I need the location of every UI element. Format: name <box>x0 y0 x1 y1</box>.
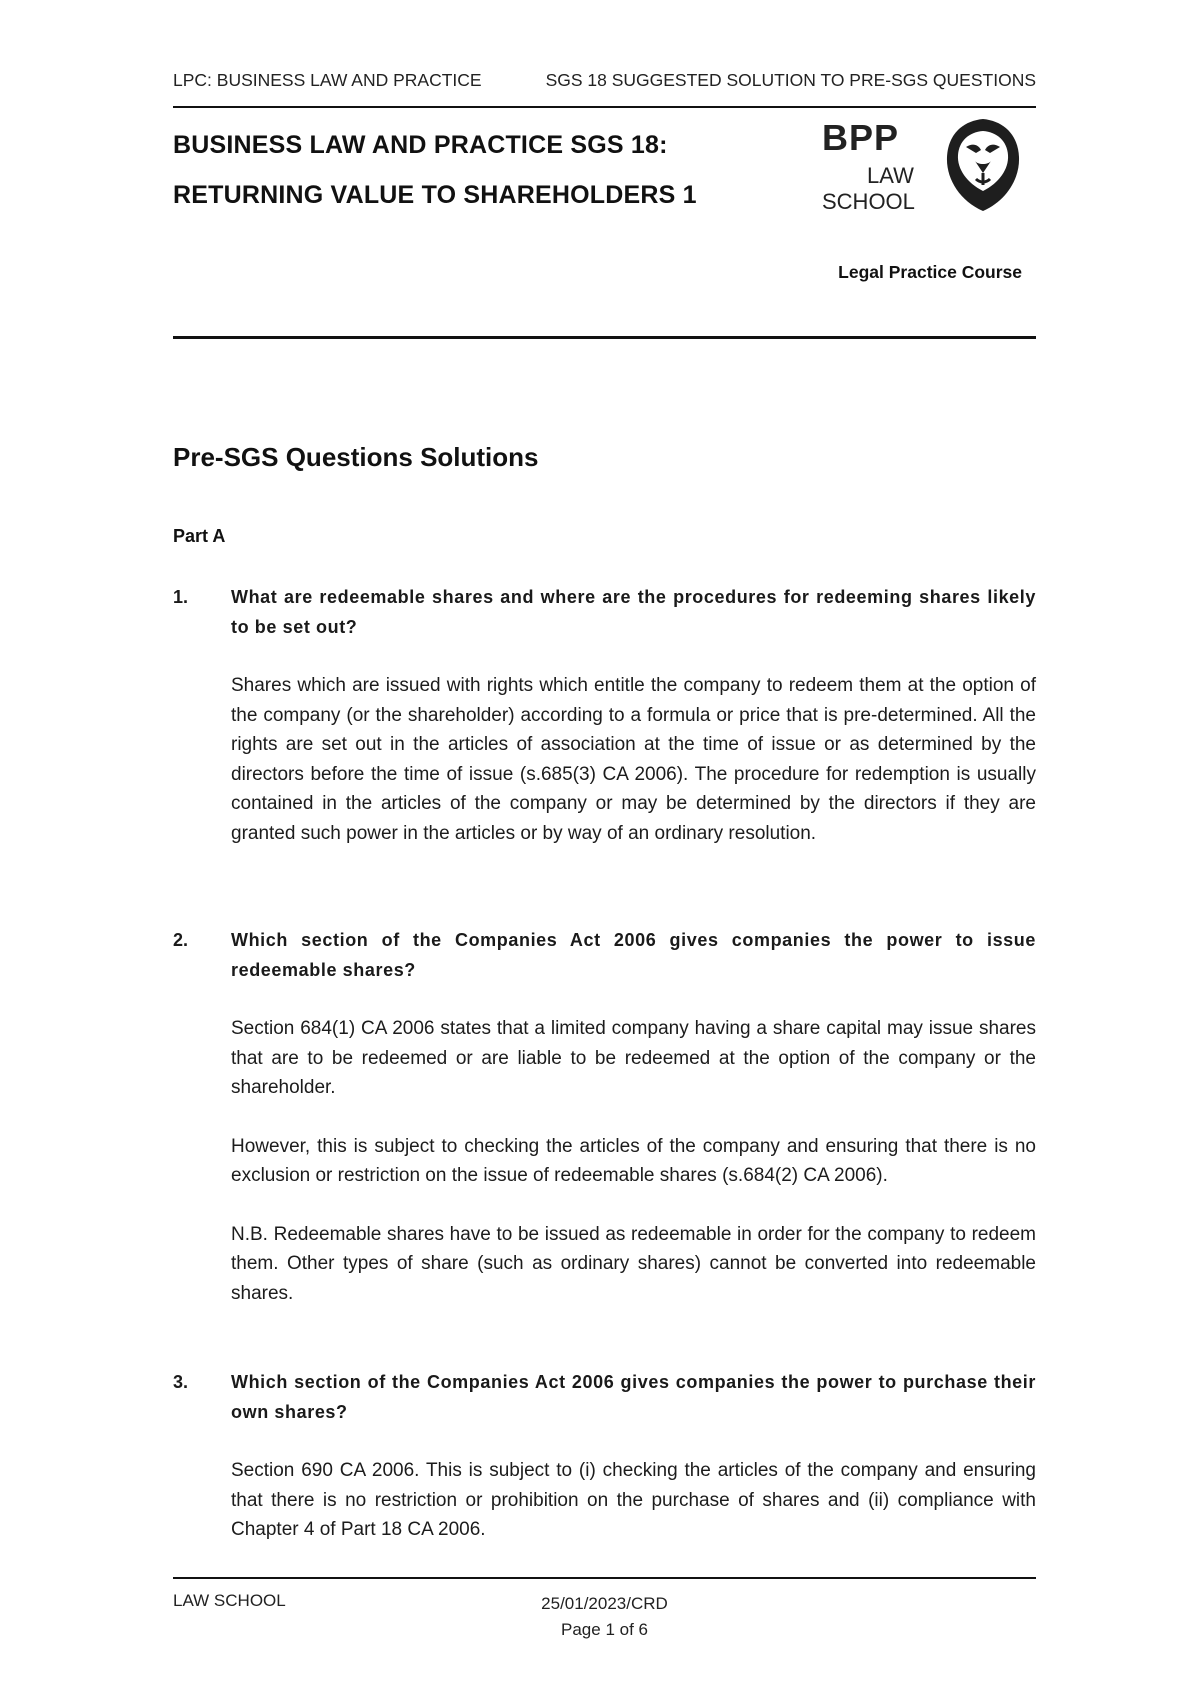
header-document-title: SGS 18 SUGGESTED SOLUTION TO PRE-SGS QUESTIONS <box>545 70 1036 90</box>
answer-paragraph: N.B. Redeemable shares have to be issued as redeemable in order for the company to redeem them. Other types of share (such as ordinary shares) cannot be converted into redeemable shares. <box>231 1223 1036 1304</box>
logo-line-law: LAW <box>867 163 914 188</box>
header-divider <box>173 106 1036 108</box>
footer-meta <box>537 1591 672 1643</box>
question-2 <box>173 926 1036 1308</box>
footer-divider <box>173 1577 1036 1579</box>
course-label: Legal Practice Course <box>838 262 1022 282</box>
question-text: Which section of the Companies Act 2006 gives companies the power to purchase their own shares? <box>231 1372 1036 1422</box>
document-title <box>173 120 793 220</box>
answer-paragraph: Section 684(1) CA 2006 states that a limited company having a share capital may issue shares that are to be redeemed or are liable to be redeemed at the option of the company or the shareholder. <box>231 1018 1036 1098</box>
question-1 <box>173 583 1036 848</box>
question-number: 1. <box>173 587 189 607</box>
logo-line-school: SCHOOL <box>822 189 915 214</box>
question-text: Which section of the Companies Act 2006 gives companies the power to issue redeemable shares? <box>231 930 1036 980</box>
answer-paragraph: Section 690 CA 2006. This is subject to (i) checking the articles of the company and ensuring that there is no restriction or prohibition on the purchase of shares and (ii) compliance with Chapter 4 of Part 18 CA 2006. <box>231 1460 1036 1540</box>
question-number: 2. <box>173 930 189 950</box>
running-header <box>173 70 1036 94</box>
footer-date-ref: 25/01/2023/CRD <box>541 1594 668 1613</box>
bpp-law-school-logo <box>822 117 1022 217</box>
logo-brand: BPP <box>822 117 900 158</box>
title-divider <box>173 336 1036 339</box>
part-label: Part A <box>173 526 226 546</box>
header-course-title: LPC: BUSINESS LAW AND PRACTICE <box>173 70 482 90</box>
lion-head-icon <box>942 117 1024 213</box>
title-line-2: RETURNING VALUE TO SHAREHOLDERS 1 <box>173 181 697 209</box>
answer-paragraph: However, this is subject to checking the articles of the company and ensuring that there is no exclusion or restriction on the issue of redeemable shares (s.684(2) CA 2006). <box>231 1135 1036 1186</box>
page-number: Page 1 of 6 <box>561 1620 648 1639</box>
question-3 <box>173 1368 1036 1545</box>
footer-school: LAW SCHOOL <box>173 1591 286 1610</box>
section-heading: Pre-SGS Questions Solutions <box>173 442 539 472</box>
answer-paragraph: Shares which are issued with rights which entitle the company to redeem them at the option of the company (or the shareholder) according to a formula or price that is pre-determined. All the rights are set out in the articles of association at the time of issue or as determined by the directors before the time of issue (s.685(3) CA 2006). The procedure for redemption is usually contained in the articles of the company or may be determined by the directors if they are granted such power in the articles or by way of an ordinary resolution. <box>231 675 1036 844</box>
question-number: 3. <box>173 1372 189 1392</box>
title-line-1: BUSINESS LAW AND PRACTICE SGS 18: <box>173 131 668 159</box>
question-text: What are redeemable shares and where are the procedures for redeeming shares likely to be set out? <box>231 587 1036 637</box>
